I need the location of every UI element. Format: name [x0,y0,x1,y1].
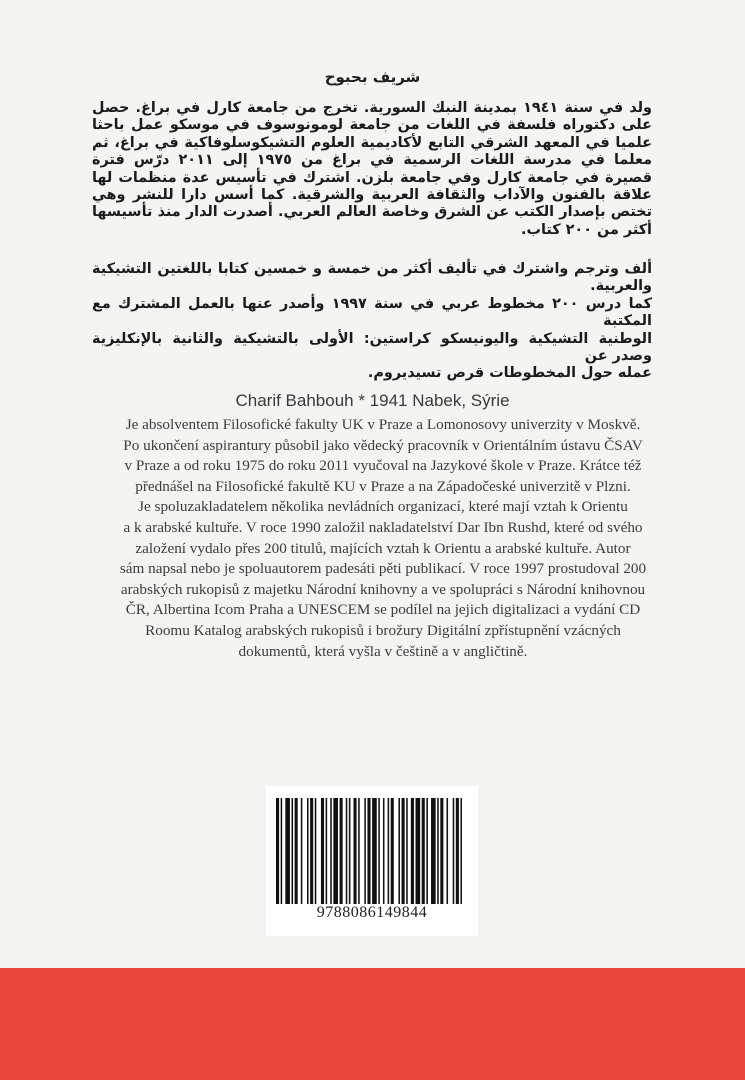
barcode-bar [437,798,439,904]
barcode-bar [402,798,405,904]
barcode-bar [301,798,303,904]
arabic-line: عمله حول المخطوطات قرص تسيديروم. [367,365,652,382]
barcode-bar [281,798,283,904]
czech-line: arabských rukopisů z majetku Národní knihovny a ve spolupráci s Národní knihovnou [120,580,646,598]
red-bottom-band [0,968,745,1080]
barcode-bar [295,798,298,904]
czech-line: Roomu Katalog arabských rukopisů i brožury Digitální zpřístupnění vzácných [145,621,621,639]
barcode-bar [307,798,309,904]
czech-author-heading: Charif Bahbouh * 1941 Nabek, Sýrie [235,391,510,410]
barcode-bar [440,798,443,904]
barcode-bar [285,798,290,904]
czech-line: Je absolventem Filosofické fakulty UK v Praze a Lomonosovy univerzity v Moskvě. [125,416,641,433]
barcode-bar [333,798,338,904]
czech-line: založení vydalo přes 200 titulů, majících vztah k Orientu a arabské kultuře. Autor [135,539,631,557]
barcode-bar [321,798,324,904]
barcode-bar [372,798,377,904]
barcode-bar [383,798,385,904]
arabic-line: ألف وترجم واشترك في تأليف أكثر من خمسة و خمسين كتابا باللغتين التشيكية والعربية. [92,261,652,295]
czech-line: ČR, Albertina Icom Praha a UNESCEM se podílel na jejich digitalizaci a vydání CD [125,601,641,619]
barcode-bar [292,798,294,904]
czech-line: Po ukončení aspirantury působil jako vědecký pracovník v Orientálním ústavu ČSAV [123,436,643,454]
barcode-bar [426,798,428,904]
czech-line: Je spoluzakladatelem několika nevládních organizací, které mají vztah k Orientu [138,498,628,516]
czech-biography [88,415,678,662]
barcode-bar [431,798,436,904]
barcode-bar [422,798,425,904]
barcode-bar [378,798,380,904]
barcode-bar [326,798,328,904]
czech-line: a k arabské kultuře. V roce 1990 založil nakladatelství Dar Ibn Rushd, které od svého [123,518,643,536]
isbn-number: 9788086149844 [316,904,428,921]
barcode-bar [367,798,370,904]
czech-line: přednášel na Filosofické fakultě KU v Praze a na Západočeské univerzitě v Plzni. [135,477,631,495]
barcode-bar [315,798,317,904]
barcode-bar [340,798,343,904]
barcode-bar [411,798,414,904]
barcode-bar [391,798,394,904]
barcode-bars [274,798,470,904]
barcode-bar [460,798,462,904]
czech-line: v Praze a od roku 1975 do roku 2011 vyučoval na Jazykové škole v Praze. Krátce též [124,457,642,475]
arabic-author-name: شريف بحبوح [324,68,421,86]
arabic-biography-paragraph-1: ولد في سنة ١٩٤١ بمدينة النبك السورية. تخرج من جامعة كارل في براغ. حصل على دكتوراه فلسفة في اللغات من جامعة لومونوسوف في موسكو عمل باحثا علميا في المعهد الشرقي التابع لأكاديمية العلوم التشيكوسلوفاكية في براغ، ثم معلما في مدرسة اللغات الرسمية في براغ من ١٩٧٥ إلى ٢٠١١ درّس فترة قصيرة في جامعة كارل وفي جامعة بلزن. اشترك في تأسيس عدة منظمات لها علاقة بالفنون والآداب والثقافة العربية والشرقية. كما أسس دارا للنشر وهي تختص بإصدار الكتب عن الشرق وخاصة العالم العربي. أصدرت الدار منذ تأسيسها أكثر من ٢٠٠ كتاب. [92,100,652,238]
arabic-line: كما درس ٢٠٠ مخطوط عربي في سنة ١٩٩٧ وأصدر عنها بالعمل المشترك مع المكتبة [92,295,652,330]
barcode-bar [388,798,390,904]
barcode-bar [310,798,313,904]
barcode-bar [456,798,459,904]
barcode-bar [453,798,455,904]
barcode-bar [398,798,400,904]
barcode-bar [364,798,366,904]
arabic-biography-paragraph-2 [92,261,652,383]
czech-line: sám napsal nebo je spoluautorem padesáti pěti publikací. V roce 1997 prostudoval 200 [119,560,647,578]
barcode-bar [276,798,279,904]
barcode-bar [354,798,357,904]
barcode-bar [330,798,332,904]
czech-line: dokumentů, která vyšla v češtině a v angličtině. [238,642,528,660]
barcode-bar [447,798,449,904]
barcode-bar [406,798,408,904]
barcode-bar [358,798,360,904]
arabic-line: الوطنية التشيكية واليونيسكو كراستين: الأولى بالتشيكية والثانية بالإنكليزية وصدر عن [92,330,652,365]
barcode-bar [346,798,348,904]
barcode-bar [349,798,351,904]
barcode [266,786,478,936]
barcode-bar [416,798,421,904]
